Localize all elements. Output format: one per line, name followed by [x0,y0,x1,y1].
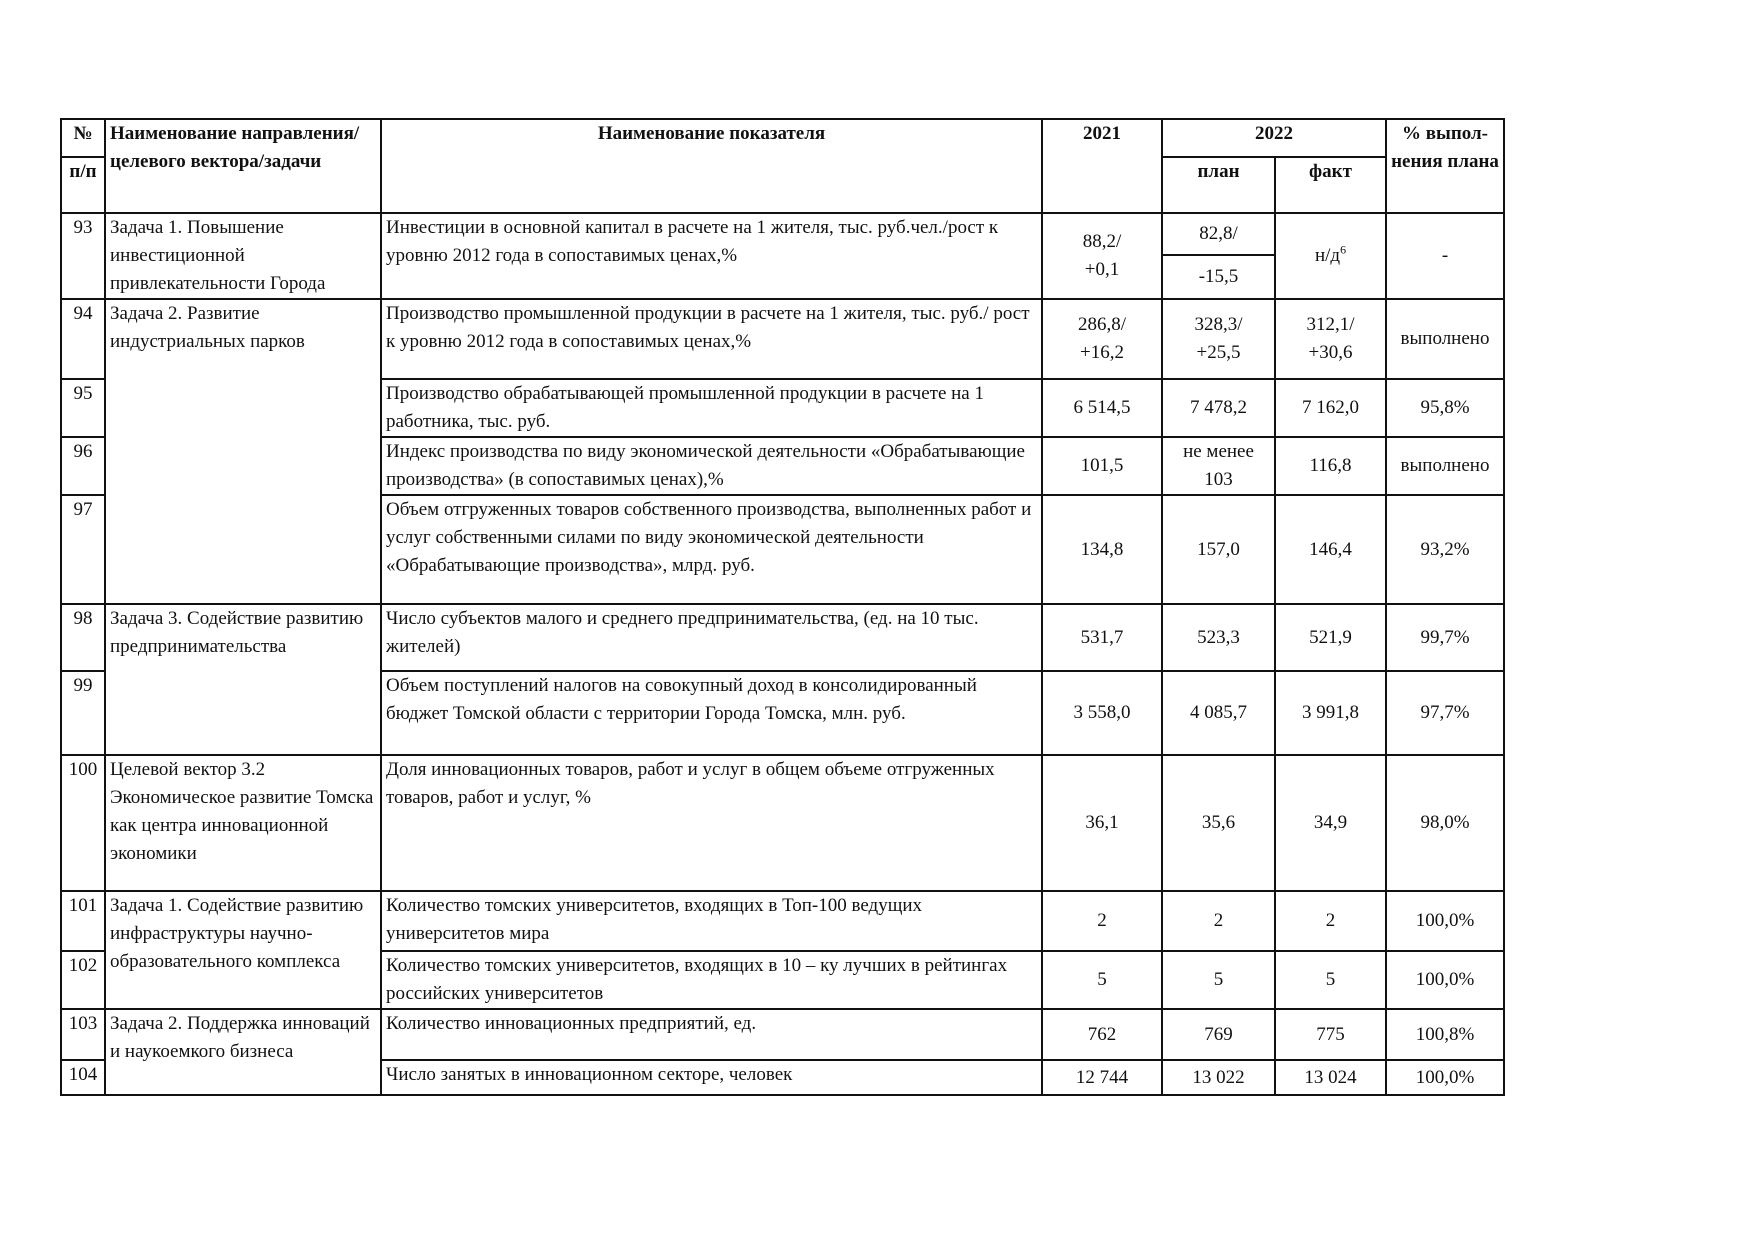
value-2021-line-2: +0,1 [1084,259,1120,280]
header-row-1 [61,119,1504,157]
plan-cell: 13 022 [1162,1060,1275,1095]
percent-cell: 98,0% [1386,755,1504,891]
task-cell: Целевой вектор 3.2 Экономическое развитие Томска как центра инновационной экономики [105,755,381,891]
row-number: 102 [61,951,105,1009]
value-2021-line-1: 286,8/ [1077,314,1127,335]
value-2021-cell [1042,299,1162,379]
plan-cell: 35,6 [1162,755,1275,891]
indicator-cell: Производство промышленной продукции в расчете на 1 жителя, тыс. руб./ рост к уровню 2012 года в сопоставимых ценах,% [381,299,1042,379]
task-cell: Задача 1. Содействие развитию инфраструктуры научно-образовательного комплекса [105,891,381,1009]
fact-cell: 146,4 [1275,495,1386,604]
indicator-cell: Число занятых в инновационном секторе, человек [381,1060,1042,1095]
indicator-cell: Объем отгруженных товаров собственного производства, выполненных работ и услуг собственными силами по виду экономической деятельности «Обрабатывающие производства», млрд. руб. [381,495,1042,604]
fact-cell: 116,8 [1275,437,1386,495]
header-plan: план [1162,157,1275,213]
value-2021-cell: 12 744 [1042,1060,1162,1095]
row-number: 97 [61,495,105,604]
plan-line-1: не менее [1183,441,1254,462]
header-percent: % выпол-нения плана [1386,119,1504,213]
fact-cell: 34,9 [1275,755,1386,891]
fact-cell: 7 162,0 [1275,379,1386,437]
fact-cell [1275,213,1386,299]
fact-cell: 13 024 [1275,1060,1386,1095]
percent-cell: - [1386,213,1504,299]
indicator-cell: Число субъектов малого и среднего предпринимательства, (ед. на 10 тыс. жителей) [381,604,1042,671]
value-2021-cell: 6 514,5 [1042,379,1162,437]
task-cell: Задача 3. Содействие развитию предпринимательства [105,604,381,755]
value-2021-cell: 134,8 [1042,495,1162,604]
header-2022: 2022 [1162,119,1386,157]
plan-cell: 7 478,2 [1162,379,1275,437]
table-row [61,604,1504,671]
value-2021-cell: 3 558,0 [1042,671,1162,755]
fact-cell: 3 991,8 [1275,671,1386,755]
plan-cell: 5 [1162,951,1275,1009]
plan-cell: 4 085,7 [1162,671,1275,755]
row-number: 100 [61,755,105,891]
indicator-cell: Индекс производства по виду экономической деятельности «Обрабатывающие производства» (в сопоставимых ценах),% [381,437,1042,495]
percent-cell: 100,0% [1386,1060,1504,1095]
percent-cell: 97,7% [1386,671,1504,755]
value-2021-cell: 36,1 [1042,755,1162,891]
percent-cell: 100,0% [1386,891,1504,951]
fact-cell: 5 [1275,951,1386,1009]
fact-cell: 2 [1275,891,1386,951]
footnote-mark: 6 [1340,242,1347,257]
percent-cell: выполнено [1386,437,1504,495]
fact-line-2: +30,6 [1308,342,1353,363]
fact-line-1: 312,1/ [1306,314,1355,335]
table-row [61,1009,1504,1060]
percent-cell: 95,8% [1386,379,1504,437]
table-row [61,213,1504,255]
indicator-cell: Количество инновационных предприятий, ед. [381,1009,1042,1060]
task-cell: Задача 2. Развитие индустриальных парков [105,299,381,604]
header-number-bottom: п/п [61,157,105,213]
table-row [61,891,1504,951]
plan-cell-bottom: -15,5 [1162,255,1275,299]
plan-cell [1162,299,1275,379]
row-number: 103 [61,1009,105,1060]
percent-cell: выполнено [1386,299,1504,379]
header-number-top: № [61,119,105,157]
plan-cell: 523,3 [1162,604,1275,671]
value-2021-cell: 5 [1042,951,1162,1009]
plan-line-2: 103 [1204,469,1233,490]
row-number: 93 [61,213,105,299]
row-number: 96 [61,437,105,495]
value-2021-cell: 2 [1042,891,1162,951]
header-indicator: Наименование показателя [381,119,1042,213]
row-number: 94 [61,299,105,379]
value-2021-line-1: 88,2/ [1082,231,1122,252]
indicators-table [60,118,1505,1096]
header-fact: факт [1275,157,1386,213]
value-2021-cell: 101,5 [1042,437,1162,495]
fact-cell [1275,299,1386,379]
indicator-cell: Инвестиции в основной капитал в расчете на 1 жителя, тыс. руб.чел./рост к уровню 2012 года в сопоставимых ценах,% [381,213,1042,299]
plan-cell: 82,8/ [1162,213,1275,255]
indicator-cell: Объем поступлений налогов на совокупный доход в консолидированный бюджет Томской области с территории Города Томска, млн. руб. [381,671,1042,755]
value-2021-line-2: +16,2 [1080,342,1124,363]
table-row [61,299,1504,379]
fact-value: н/д [1314,245,1341,266]
plan-line-1: 328,3/ [1194,314,1243,335]
row-number: 104 [61,1060,105,1095]
percent-cell: 100,8% [1386,1009,1504,1060]
value-2021-cell: 762 [1042,1009,1162,1060]
fact-cell: 775 [1275,1009,1386,1060]
percent-cell: 99,7% [1386,604,1504,671]
plan-cell: 157,0 [1162,495,1275,604]
header-direction: Наименование направления/целевого вектора/задачи [105,119,381,213]
task-cell: Задача 1. Повышение инвестиционной привлекательности Города [105,213,381,299]
plan-cell: 2 [1162,891,1275,951]
indicator-cell: Доля инновационных товаров, работ и услуг в общем объеме отгруженных товаров, работ и услуг, % [381,755,1042,891]
row-number: 95 [61,379,105,437]
row-number: 101 [61,891,105,951]
row-number: 99 [61,671,105,755]
value-2021-cell [1042,213,1162,299]
indicator-cell: Производство обрабатывающей промышленной продукции в расчете на 1 работника, тыс. руб. [381,379,1042,437]
plan-cell [1162,437,1275,495]
task-cell: Задача 2. Поддержка инноваций и наукоемкого бизнеса [105,1009,381,1095]
value-2021-cell: 531,7 [1042,604,1162,671]
fact-cell: 521,9 [1275,604,1386,671]
header-2021: 2021 [1042,119,1162,213]
row-number: 98 [61,604,105,671]
indicator-cell: Количество томских университетов, входящих в Топ-100 ведущих университетов мира [381,891,1042,951]
percent-cell: 100,0% [1386,951,1504,1009]
table-row [61,755,1504,891]
plan-line-2: +25,5 [1196,342,1241,363]
indicator-cell: Количество томских университетов, входящих в 10 – ку лучших в рейтингах российских университетов [381,951,1042,1009]
plan-cell: 769 [1162,1009,1275,1060]
percent-cell: 93,2% [1386,495,1504,604]
